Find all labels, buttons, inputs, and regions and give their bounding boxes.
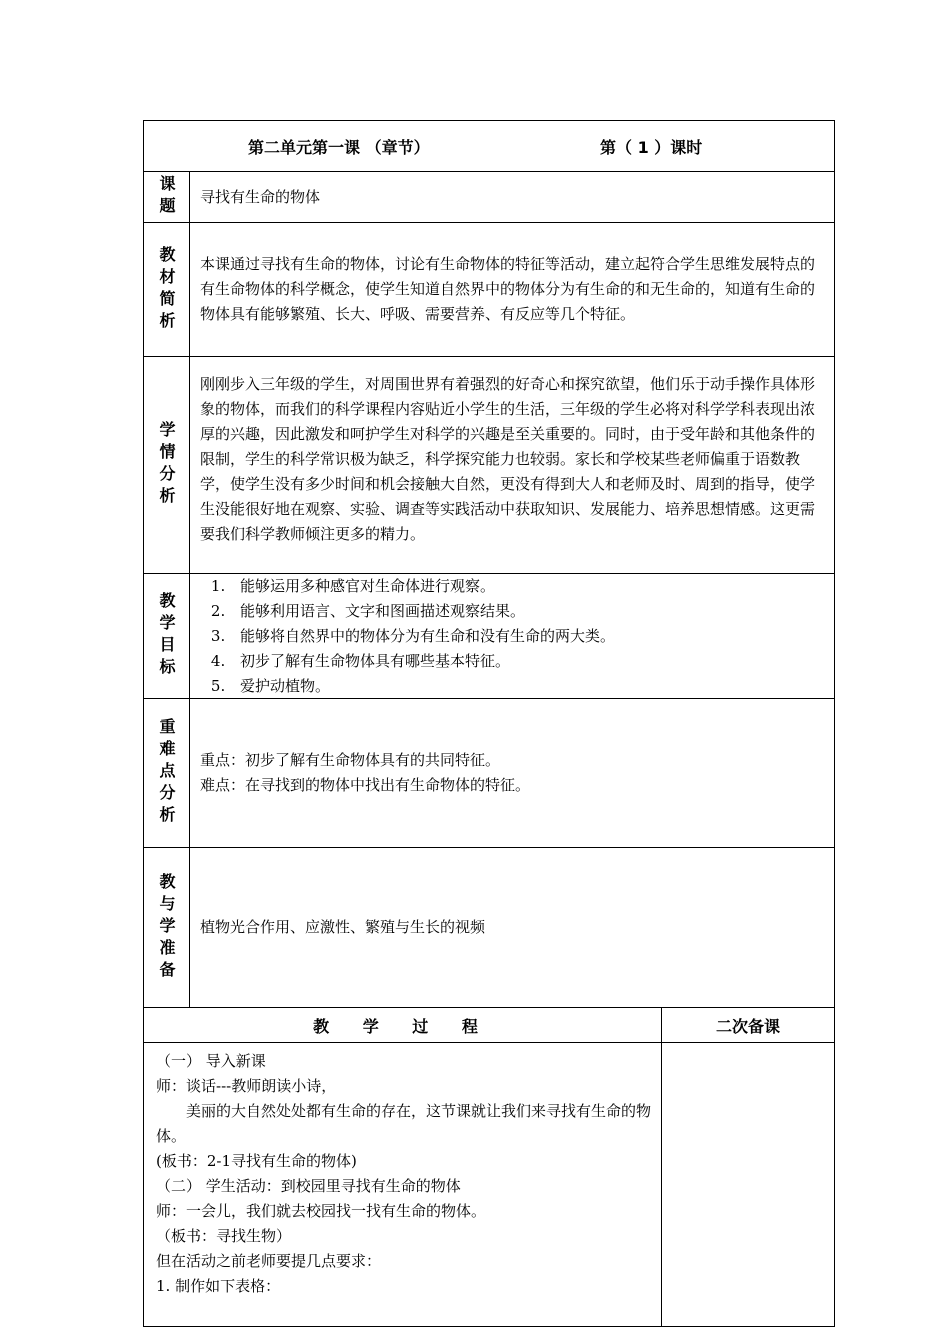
goals-list — [200, 574, 824, 699]
material-text: 本课通过寻找有生命的物体，讨论有生命物体的特征等活动，建立起符合学生思维发展特点的有生命物体的科学概念，使学生知道自然界中的物体分为有生命的和无生命的，知道有生命的物体具有能够繁殖、长大、呼吸、需要营养、有反应等几个特征。 — [200, 255, 816, 323]
material-content — [190, 223, 834, 356]
students-row — [143, 356, 835, 573]
material-label: 教材简析 — [157, 245, 176, 334]
prep-label-cell — [144, 848, 190, 1007]
process-line: 美丽的大自然处处都有生命的存在，这节课就让我们来寻找有生命的物体。 — [156, 1102, 652, 1145]
second-prep-heading: 二次备课 — [715, 1016, 780, 1036]
difficult-point: 难点：在寻找到的物体中找出有生命物体的特征。 — [200, 776, 531, 794]
process-line: （板书：寻找生物） — [156, 1227, 292, 1245]
prep-label: 教与学准备 — [157, 872, 176, 983]
process-body-row — [143, 1042, 835, 1327]
keypoints-content — [190, 699, 834, 847]
process-line: 师：一会儿，我们就去校园找一找有生命的物体。 — [156, 1202, 487, 1220]
prep-content — [190, 848, 834, 1007]
process-line: (板书：2-1寻找有生命的物体) — [156, 1152, 357, 1170]
process-line: （二） 学生活动：到校园里寻找有生命的物体 — [156, 1177, 461, 1195]
lesson-number: 第（ 1 ）课时 — [600, 138, 703, 157]
second-prep-content — [662, 1043, 834, 1326]
key-point: 重点：初步了解有生命物体具有的共同特征。 — [200, 751, 501, 769]
material-row — [143, 222, 835, 356]
keypoints-label-cell — [144, 699, 190, 847]
material-label-cell — [144, 223, 190, 356]
process-content — [144, 1043, 662, 1326]
process-header-row — [143, 1007, 835, 1042]
process-line: 1. 制作如下表格： — [156, 1277, 281, 1295]
goals-content — [190, 574, 834, 698]
goal-item: 3. 能够将自然界中的物体分为有生命和没有生命的两大类。 — [230, 624, 824, 649]
goals-row — [143, 573, 835, 698]
keypoints-row — [143, 698, 835, 847]
topic-content — [190, 172, 834, 222]
students-content — [190, 357, 834, 573]
topic-text: 寻找有生命的物体 — [200, 187, 321, 206]
process-heading: 教 学 过 程 — [144, 1008, 662, 1042]
students-text: 刚刚步入三年级的学生，对周围世界有着强烈的好奇心和探究欲望，他们乐于动手操作具体形象的物体，而我们的科学课程内容贴近小学生的生活，三年级的学生必将对科学学科表现出浓厚的兴趣，因此激发和呵护学生对科学的兴趣是至关重要的。同时，由于受年龄和其他条件的限制，学生的科学常识极为缺乏，科学探究能力也较弱。家长和学校某些老师偏重于语数教学，使学生没有多少时间和机会接触大自然，更没有得到大人和老师及时、周到的指导，使学生没能很好地在观察、实验、调查等实践活动中获取知识、发展能力、培养思想情感。这更需要我们科学教师倾注更多的精力。 — [200, 375, 816, 543]
lesson-plan-table — [143, 120, 835, 1344]
process-line: 但在活动之前老师要提几点要求： — [156, 1252, 382, 1270]
goal-item: 2. 能够利用语言、文字和图画描述观察结果。 — [230, 599, 824, 624]
topic-label: 课题 — [157, 175, 176, 219]
goal-item: 5. 爱护动植物。 — [230, 674, 824, 699]
prep-text: 植物光合作用、应激性、繁殖与生长的视频 — [200, 918, 486, 936]
process-line: 师：谈话---教师朗读小诗， — [156, 1077, 337, 1095]
process-line: （一） 导入新课 — [156, 1052, 266, 1070]
keypoints-label: 重难点分析 — [157, 718, 176, 828]
students-label-cell — [144, 357, 190, 573]
topic-row — [143, 171, 835, 222]
students-label: 学情分析 — [157, 421, 176, 509]
topic-label-cell — [144, 172, 190, 222]
goal-item: 4. 初步了解有生命物体具有哪些基本特征。 — [230, 649, 824, 674]
unit-title: 第二单元第一课 （章节） — [248, 138, 430, 157]
goal-item: 1. 能够运用多种感官对生命体进行观察。 — [230, 574, 824, 599]
goals-label-cell — [144, 574, 190, 698]
header-row — [143, 120, 835, 171]
goals-label: 教学目标 — [157, 592, 176, 680]
prep-row — [143, 847, 835, 1007]
